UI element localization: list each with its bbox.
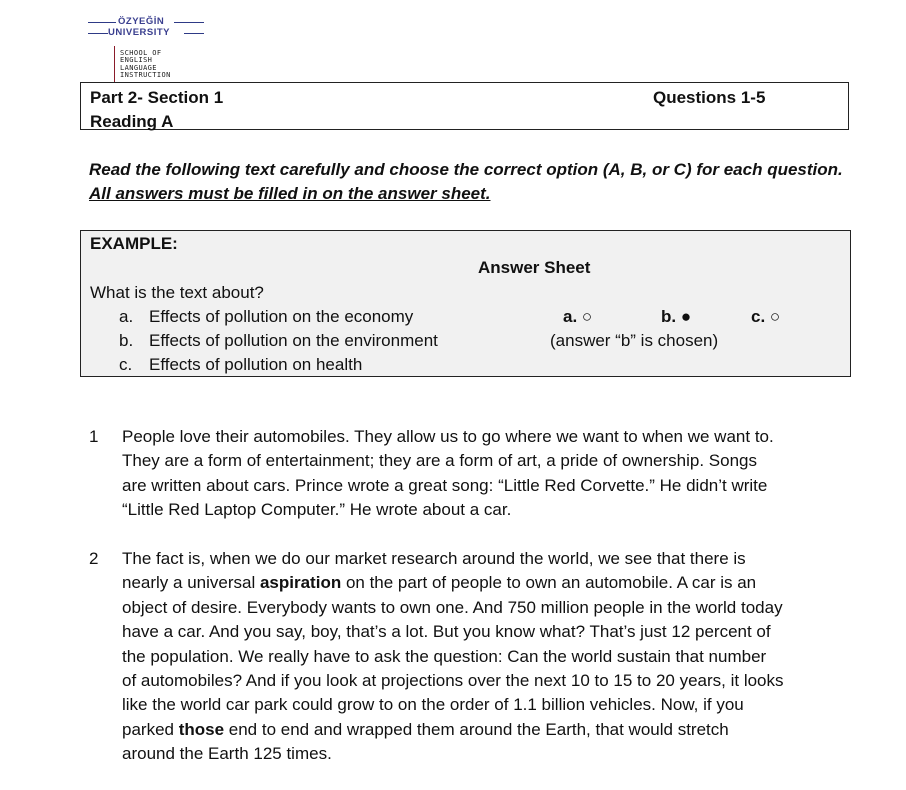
- section-header-box: [80, 82, 849, 130]
- paragraph-line: “Little Red Laptop Computer.” He wrote about a car.: [122, 500, 512, 520]
- text-run: end to end and wrapped them around the Earth, that would stretch: [224, 719, 729, 739]
- logo-school-line: LANGUAGE: [120, 63, 157, 72]
- text-run: on the part of people to own an automobile. A car is an: [341, 573, 757, 593]
- logo-school-line: ENGLISH: [120, 56, 153, 65]
- logo-university-name-top: ÖZYEĞİN: [118, 16, 165, 27]
- part-label: Part 2- Section 1: [90, 88, 224, 107]
- instruction-line: Read the following text carefully and choose the correct option (A, B, or C) for each question.: [89, 160, 843, 179]
- paragraph-1: [89, 425, 869, 523]
- logo-school-line: INSTRUCTION: [120, 70, 171, 79]
- option-letter: b.: [119, 331, 134, 350]
- paragraph-line: have a car. And you say, boy, that’s a lot. But you know what? That’s just 12 percent of: [122, 622, 771, 642]
- answer-bubble-c: c. ○: [751, 307, 781, 326]
- answer-bubble-a: a. ○: [563, 307, 593, 326]
- bold-keyword: aspiration: [259, 573, 342, 593]
- answer-bubble-b: b. ●: [661, 307, 692, 326]
- example-box: [80, 230, 851, 377]
- logo-school-line: SCHOOL OF: [120, 49, 162, 57]
- instruction-line-underlined: All answers must be filled in on the answer sheet.: [89, 184, 491, 203]
- option-text: Effects of pollution on health: [149, 355, 363, 374]
- logo-divider: [114, 46, 115, 82]
- questions-range: Questions 1-5: [653, 88, 766, 107]
- example-title: EXAMPLE:: [90, 234, 178, 253]
- paragraph-text: [122, 425, 869, 523]
- logo-line: [88, 22, 116, 23]
- text-run: parked: [122, 719, 179, 739]
- logo-line: [174, 22, 204, 23]
- instructions: [89, 158, 843, 206]
- university-logo: [88, 16, 208, 82]
- paragraph-line: [122, 718, 869, 742]
- paragraph-text: [122, 547, 869, 767]
- text-run: nearly a universal: [122, 573, 260, 593]
- option-letter: c.: [119, 355, 133, 374]
- bold-keyword: those: [178, 719, 225, 739]
- reading-label: Reading A: [90, 112, 174, 131]
- paragraph-line: object of desire. Everybody wants to own one. And 750 million people in the world today: [122, 597, 783, 617]
- answer-sheet-label: Answer Sheet: [478, 258, 591, 277]
- answer-note: (answer “b” is chosen): [550, 331, 719, 350]
- paragraph-2: [89, 547, 869, 767]
- paragraph-line: [122, 571, 869, 595]
- example-question: What is the text about?: [90, 283, 264, 302]
- option-text: Effects of pollution on the environment: [149, 331, 438, 350]
- example-option: [119, 331, 438, 351]
- paragraph-line: People love their automobiles. They allow us to go where we want to when we want to.: [122, 427, 774, 446]
- paragraph-line: the population. We really have to ask the question: Can the world sustain that number: [122, 646, 767, 666]
- paragraph-line: are written about cars. Prince wrote a great song: “Little Red Corvette.” He didn’t write: [122, 475, 768, 495]
- logo-line: [184, 33, 204, 34]
- example-option: [119, 355, 362, 375]
- logo-school-name: [120, 50, 171, 79]
- paragraph-line: around the Earth 125 times.: [122, 744, 332, 764]
- option-letter: a.: [119, 307, 134, 326]
- logo-line: [88, 33, 108, 34]
- section-title: [90, 86, 223, 134]
- paragraph-number: 1: [89, 427, 99, 446]
- paragraph-line: They are a form of entertainment; they are a form of art, a pride of ownership. Songs: [122, 451, 757, 471]
- paragraph-line: like the world car park could grow to on the order of 1.1 billion vehicles. Now, if you: [122, 695, 744, 715]
- example-option: [119, 307, 413, 327]
- paragraph-line: The fact is, when we do our market research around the world, we see that there is: [122, 549, 746, 568]
- paragraph-number: 2: [89, 549, 99, 568]
- option-text: Effects of pollution on the economy: [149, 307, 414, 326]
- paragraph-line: of automobiles? And if you look at projections over the next 10 to 15 to 20 years, it looks: [122, 671, 784, 691]
- logo-university-name-bottom: UNIVERSITY: [108, 27, 171, 38]
